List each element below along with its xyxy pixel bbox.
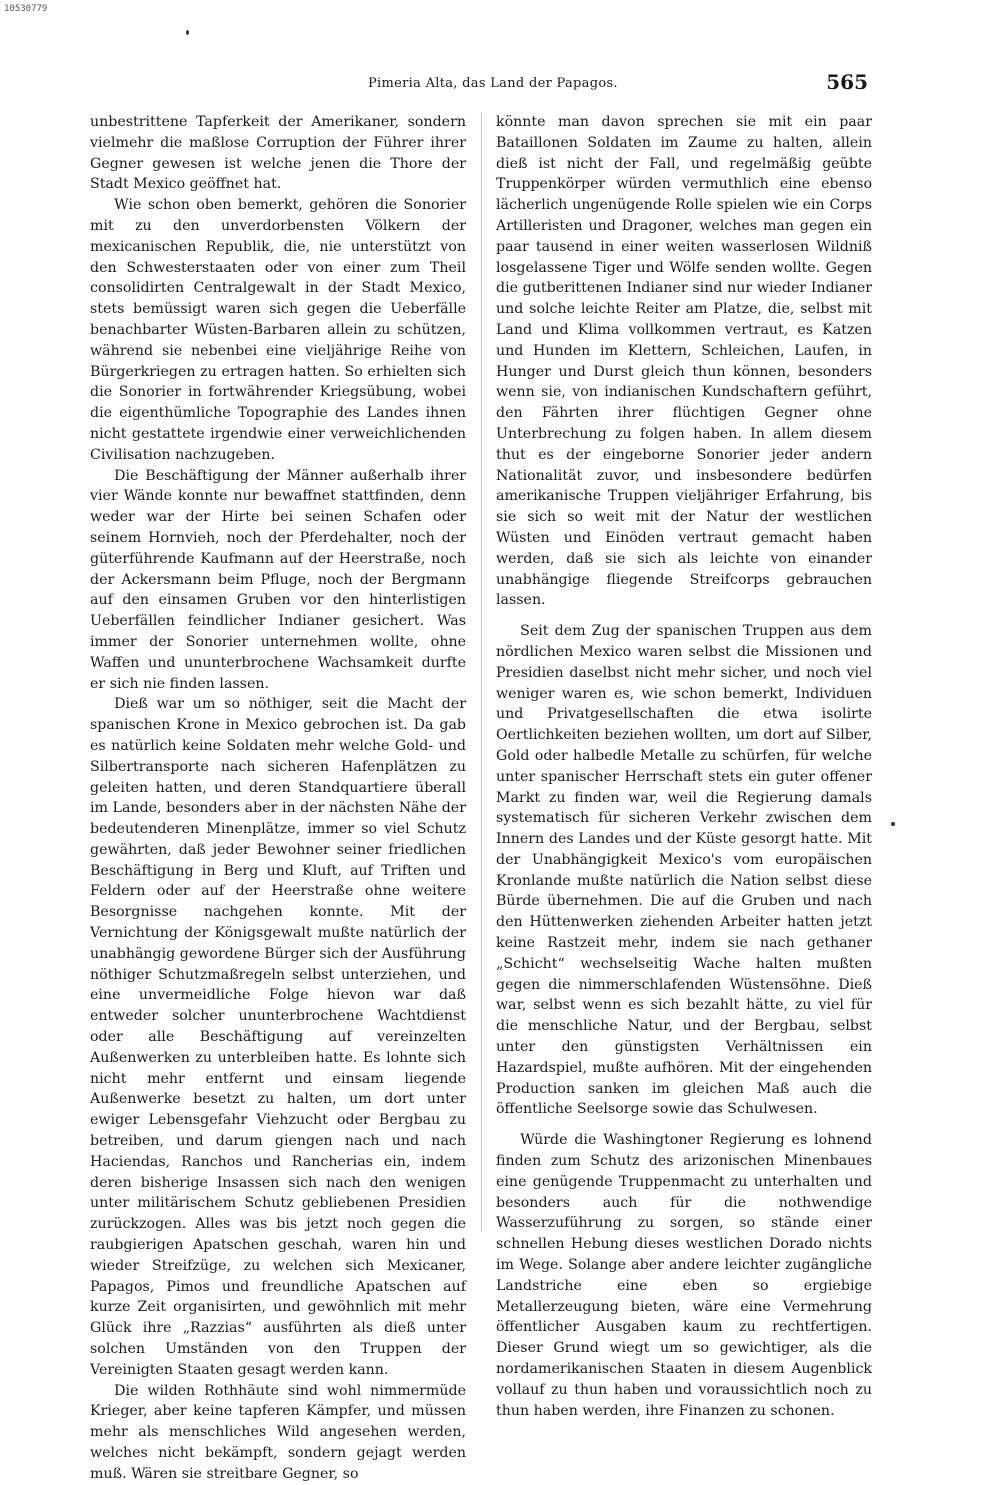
paragraph: könnte man davon sprechen sie mit ein paar Bataillonen Soldaten im Zaume zu halten, allein dieß ist nicht der Fall, und regelmäßig geübte Truppenkörper würden vermuthlich eine ebenso lächerlich ungenügende Rolle spielen wie ein Corps Artilleristen und Dragoner, welches man gegen ein paar tausend in einer weiten wasserlosen Wildniß losgelassene Tiger und Wölfe senden wollte. Gegen die gutberittenen Indianer sind nur wieder Indianer und solche leichte Reiter am Platze, die, selbst mit Land und Klima vollkommen vertraut, es Katzen und Hunden im Klettern, Schleichen, Laufen, in Hunger und Durst gleich thun können, besonders wenn sie, von indianischen Kundschaftern geführt, den Fährten ihrer flüchtigen Gegner ohne Unterbrechung zu folgen haben. In allem diesem thut es der eingeborne Sonorier jeder andern Nationalität zuvor, und insbesondere bedürfen amerikanische Truppen vieljähriger Erfahrung, bis sie sich so weit mit der Natur der westlichen Wüsten und Einöden vertraut gemacht haben werden, daß sie sich als leichte von einander unabhängige fliegende Streifcorps gebrauchen lassen. bbox=[496, 114, 872, 609]
left-column bbox=[90, 112, 466, 1485]
page-header bbox=[90, 70, 872, 100]
ink-speck bbox=[186, 30, 189, 35]
paragraph: Würde die Washingtoner Regierung es lohnend finden zum Schutz des arizonischen Minenbaues eine genügende Truppenmacht zu unterhalten und besonders auch für die nothwendige Wasserzuführung zu sorgen, so stände einer schnellen Hebung dieses westlichen Dorado nichts im Wege. Solange aber andere leichter zugängliche Landstriche eine eben so ergiebige Metallerzeugung bieten, wäre eine Vermehrung öffentlicher Ausgaben kaum zu rechtfertigen. Dieser Grund wiegt um so gewichtiger, als die nordamerikanischen Staaten in diesem Augenblick vollauf zu thun haben und voraussichtlich noch zu thun haben werden, ihre Finanzen zu schonen. bbox=[496, 1132, 872, 1419]
paragraph: Wie schon oben bemerkt, gehören die Sonorier mit zu den unverdorbensten Völkern der mexicanischen Republik, die, nie unterstützt von den Schwesterstaaten oder von einer zum Theil consolidirten Centralgewalt in der Stadt Mexico, stets bemüssigt waren sich gegen die Ueberfälle benachbarter Wüsten-Barbaren allein zu schützen, während sie nebenbei eine vieljährige Reihe von Bürgerkriegen zu ertragen hatten. So erhielten sich die Sonorier in fortwährender Kriegsübung, wobei die eigenthümliche Topographie des Landes ihnen nicht gestattete irgendwie einer verweichlichenden Civilisation nachzugeben. bbox=[90, 197, 466, 463]
column-divider bbox=[481, 112, 482, 1232]
paragraph: Dieß war um so nöthiger, seit die Macht der spanischen Krone in Mexico gebrochen ist. Da gab es natürlich keine Soldaten mehr welche Gold- und Silbertransporte nach sicheren Hafenplätzen zu geleiten hatten, und deren Standquartiere überall im Lande, besonders aber in der nächsten Nähe der bedeutenderen Minenplätze, immer so viel Schutz gewährten, daß jeder Bewohner seiner friedlichen Beschäftigung in Berg und Kluft, auf Triften und Feldern oder auf der Heerstraße ohne weitere Besorgnisse nachgehen konnte. Mit der Vernichtung der Königsgewalt mußte natürlich der unabhängig gewordene Bürger sich der Ausführung nöthiger Schutzmaßregeln selbst unterziehen, und eine unvermeidliche Folge hievon war daß entweder solcher ununterbrochene Wachtdienst oder alle Beschäftigung auf vereinzelten Außenwerken zu unterbleiben hatte. Es lohnte sich nicht mehr entfernt und einsam liegende Außenwerke besetzt zu halten, um dort unter ewiger Lebensgefahr Viehzucht oder Bergbau zu betreiben, und darum giengen nach und nach Haciendas, Ranchos und Rancherias ein, indem deren bisherige Insassen sich nach den wenigen unter militärischem Schutz gebliebenen Presidien zurückzogen. Alles was bis jetzt noch gegen die raubgierigen Apatschen geschah, waren hin und wieder Streifzüge, zu welchen sich Mexicaner, Papagos, Pimos und freundliche Apatschen auf kurze Zeit organisirten, und gewöhnlich mit mehr Glück ihre „Razzias“ ausführten als dieß unter solchen Umständen von den Truppen der Vereinigten Staaten gesagt werden kann. bbox=[90, 696, 466, 1378]
paragraph: Die Beschäftigung der Männer außerhalb ihrer vier Wände konnte nur bewaffnet stattfinden, denn weder war der Hirte bei seinen Schafen oder seinem Hornvieh, noch der Pferdehalter, noch der güterführende Kaufmann auf der Heerstraße, noch der Ackersmann beim Pfluge, noch der Bergmann auf den einsamen Gruben vor den hinterlistigen Ueberfällen feindlicher Indianer gesichert. Was immer der Sonorier unternehmen wollte, ohne Waffen und ununterbrochene Wachsamkeit durfte er sich nie finden lassen. bbox=[90, 467, 466, 692]
paragraph: Die wilden Rothhäute sind wohl nimmermüde Krieger, aber keine tapferen Kämpfer, und müssen mehr als menschliches Wild angesehen werden, welches nicht bekämpft, sondern gejagt werden muß. Wären sie streitbare Gegner, so bbox=[90, 1382, 466, 1482]
ink-speck bbox=[891, 822, 895, 826]
paragraph: unbestrittene Tapferkeit der Amerikaner, sondern vielmehr die maßlose Corruption der Führer ihrer Gegner gewesen ist welche jenen die Thore der Stadt Mexico geöffnet hat. bbox=[90, 114, 466, 193]
page-number: 565 bbox=[826, 70, 868, 94]
paragraph: Seit dem Zug der spanischen Truppen aus dem nördlichen Mexico waren selbst die Missionen und Presidien daselbst nicht mehr sicher, und noch viel weniger waren es, wie schon bemerkt, Individuen und Privatgesellschaften die etwa isolirte Oertlichkeiten beziehen wollten, um dort auf Silber, Gold oder halbedle Metalle zu schürfen, für welche unter spanischer Herrschaft stets ein guter offener Markt zu finden war, weil die Regierung damals systematisch für sicheren Verkehr zwischen dem Innern des Landes und der Küste gesorgt hatte. Mit der Unabhängigkeit Mexico's vom europäischen Kronlande mußte natürlich die Nation selbst diese Bürde übernehmen. Die auf die Gruben und nach den Hüttenwerken ziehenden Arbeiter hatten jetzt keine Rastzeit mehr, indem sie nach gethaner „Schicht“ wechselseitig Wache halten mußten gegen die nimmerschlafenden Wüstensöhne. Dieß war, selbst wenn es sich bezahlt hätte, zu viel für die menschliche Natur, und der Bergbau, selbst unter den günstigsten Verhältnissen ein Hazardspiel, mußte aufhören. Mit der eingehenden Production sanken im gleichen Maß auch die öffentliche Seelsorge sowie das Schulwesen. bbox=[496, 623, 872, 1118]
scan-id-label: 10530779 bbox=[4, 4, 48, 14]
right-column bbox=[496, 112, 872, 1421]
running-title: Pimeria Alta, das Land der Papagos. bbox=[368, 76, 618, 91]
